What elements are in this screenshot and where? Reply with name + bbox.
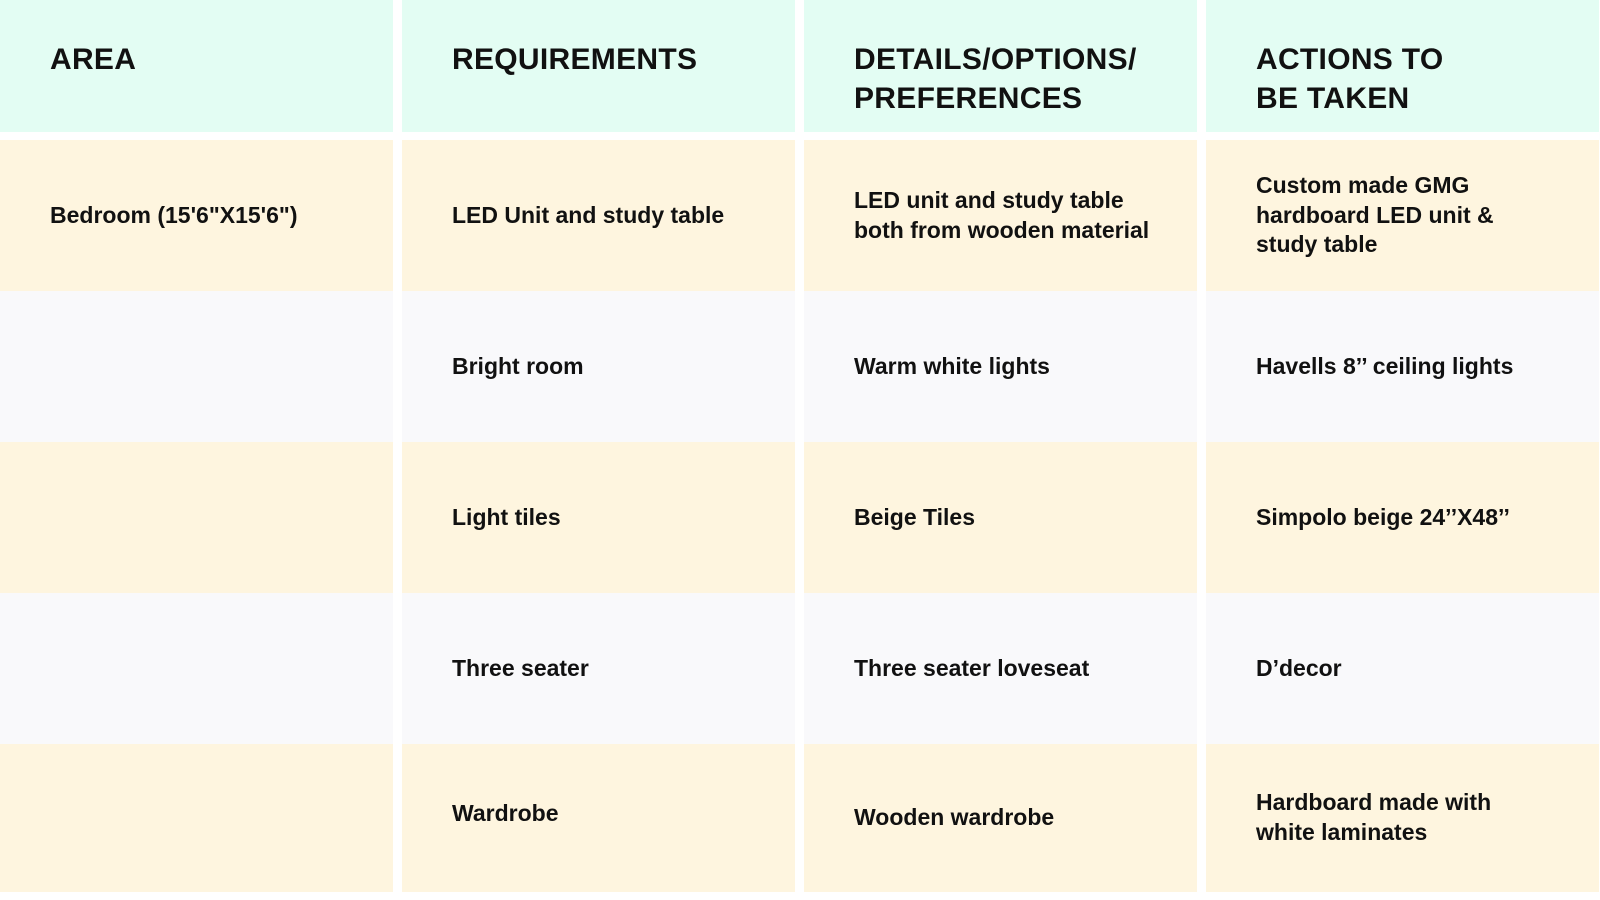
cell-action: Simpolo beige 24’’X48’’	[1206, 442, 1599, 593]
cell-action: D’decor	[1206, 593, 1599, 744]
cell-area	[0, 593, 393, 744]
cell-area: Bedroom (15'6"X15'6")	[0, 140, 393, 291]
cell-requirement: LED Unit and study table	[402, 140, 795, 291]
cell-requirement: Three seater	[402, 593, 795, 744]
header-area: AREA	[0, 0, 393, 140]
cell-details: LED unit and study table both from wooden material	[804, 140, 1197, 291]
cell-action: Havells 8’’ ceiling lights	[1206, 291, 1599, 442]
cell-requirement: Wardrobe	[402, 744, 795, 892]
cell-action: Custom made GMG hardboard LED unit & study table	[1206, 140, 1599, 291]
cell-details: Three seater loveseat	[804, 593, 1197, 744]
cell-details: Warm white lights	[804, 291, 1197, 442]
cell-area	[0, 744, 393, 892]
header-requirements: REQUIREMENTS	[402, 0, 795, 140]
header-actions: ACTIONS TO BE TAKEN	[1206, 0, 1599, 140]
cell-requirement: Light tiles	[402, 442, 795, 593]
cell-details: Beige Tiles	[804, 442, 1197, 593]
cell-area	[0, 442, 393, 593]
cell-requirement: Bright room	[402, 291, 795, 442]
cell-details: Wooden wardrobe	[804, 744, 1197, 892]
cell-area	[0, 291, 393, 442]
cell-action: Hardboard made with white laminates	[1206, 744, 1599, 892]
header-details: DETAILS/OPTIONS/ PREFERENCES	[804, 0, 1197, 140]
